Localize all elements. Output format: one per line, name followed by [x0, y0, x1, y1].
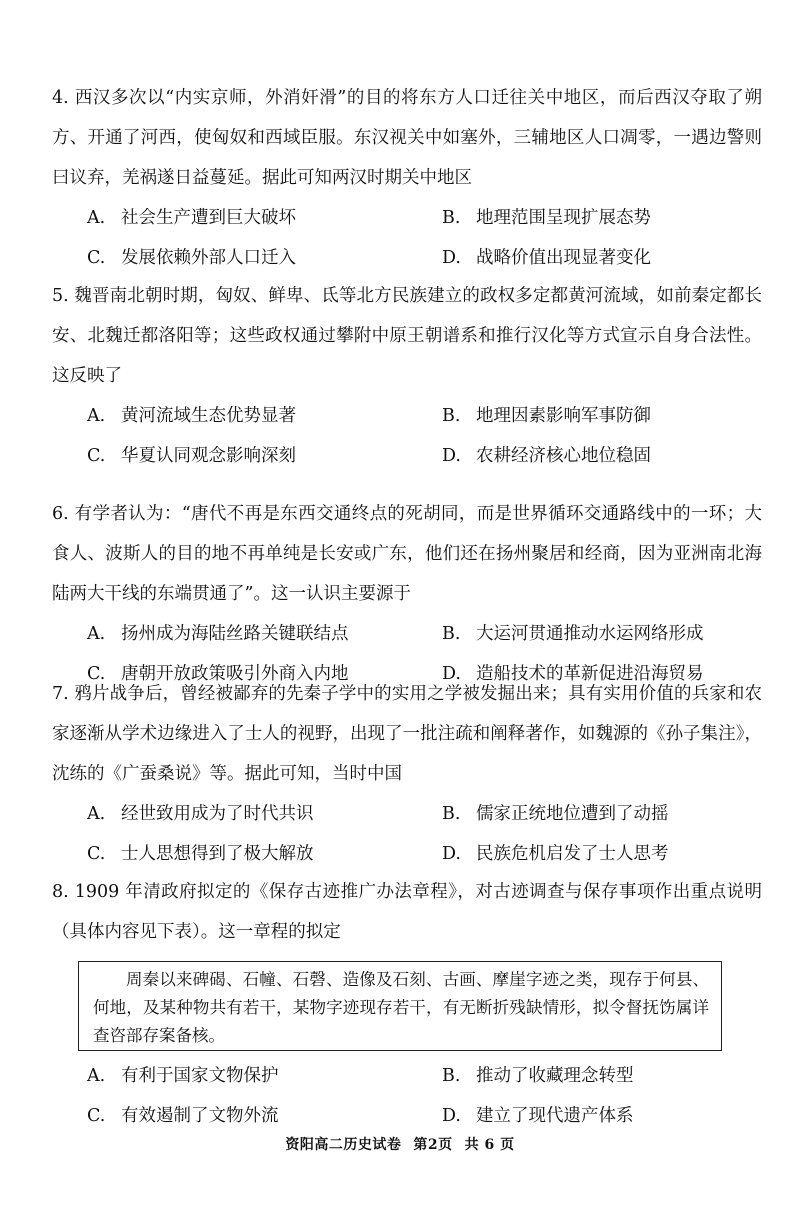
option-d[interactable]: D. 民族危机启发了士人思考: [442, 844, 669, 864]
stem-text: 有学者认为：“唐代不再是东西交通终点的死胡同，而是世界循环交通路线中的一环；大食人、波斯人的目的地不再单纯是长安或广东，他们还在扬州聚居和经商，因为亚洲南北海陆两大干线的东端贯通了”。这一认识主要源于: [52, 504, 762, 604]
stem-text: 鸦片战争后，曾经被鄙弃的先秦子学中的实用之学被发掘出来；具有实用价值的兵家和农家逐渐从学术边缘进入了士人的视野，出现了一批注疏和阐释著作，如魏源的《孙子集注》，沈练的《广蚕桑说》等。据此可知，当时中国: [52, 684, 762, 784]
question-8-options: [52, 1056, 762, 1136]
question-6: [52, 494, 762, 694]
question-stem: 5. 魏晋南北朝时期，匈奴、鲜卑、氐等北方民族建立的政权多定都黄河流域，如前秦定都长安、北魏迁都洛阳等；这些政权通过攀附中原王朝谱系和推行汉化等方式宣示自身合法性。这反映了: [52, 286, 762, 386]
option-a[interactable]: A. 扬州成为海陆丝路关键联结点: [87, 624, 349, 644]
question-stem: 6. 有学者认为：“唐代不再是东西交通终点的死胡同，而是世界循环交通路线中的一环；大食人、波斯人的目的地不再单纯是长安或广东，他们还在扬州聚居和经商，因为亚洲南北海陆两大干线的东端贯通了”。这一认识主要源于: [52, 504, 762, 604]
option-b[interactable]: B. 地理因素影响军事防御: [442, 406, 651, 426]
exam-title: 资阳高二历史试卷: [285, 1137, 402, 1153]
option-c[interactable]: C. 华夏认同观念影响深刻: [87, 446, 296, 466]
question-stem: 8. 1909 年清政府拟定的《保存古迹推广办法章程》，对古迹调查与保存事项作出重点说明（具体内容见下表）。这一章程的拟定: [52, 882, 762, 942]
option-b[interactable]: B. 地理范围呈现扩展态势: [442, 208, 651, 228]
source-quote: 周秦以来碑碣、石幢、石磬、造像及石刻、古画、摩崖字迹之类，现存于何县、何地，及某种物共有若干，某物字迹现存若干，有无断折残缺情形，拟令督抚饬属详查咨部存案备核。: [93, 970, 709, 1045]
question-5: [52, 276, 762, 476]
option-d[interactable]: D. 造船技术的革新促进沿海贸易: [442, 664, 704, 684]
option-a[interactable]: A. 有利于国家文物保护: [87, 1066, 279, 1086]
question-stem: 7. 鸦片战争后，曾经被鄙弃的先秦子学中的实用之学被发掘出来；具有实用价值的兵家和农家逐渐从学术边缘进入了士人的视野，出现了一批注疏和阐释著作，如魏源的《孙子集注》，沈练的《广蚕桑说》等。据此可知，当时中国: [52, 684, 762, 784]
question-7: [52, 674, 762, 874]
option-c[interactable]: C. 有效遏制了文物外流: [87, 1106, 279, 1126]
option-d[interactable]: D. 战略价值出现显著变化: [442, 248, 651, 268]
page-footer: [0, 1134, 800, 1154]
page-number: 第2页: [413, 1137, 453, 1153]
stem-text: 西汉多次以“内实京师，外消奸滑”的目的将东方人口迁往关中地区，而后西汉夺取了朔方、开通了河西，使匈奴和西域臣服。东汉视关中如塞外，三辅地区人口凋零，一遇边警则曰议弃，羌祸遂日益蔓延。据此可知两汉时期关中地区: [52, 88, 762, 188]
options: [52, 1056, 762, 1136]
option-d[interactable]: D. 农耕经济核心地位稳固: [442, 446, 651, 466]
option-c[interactable]: C. 唐朝开放政策吸引外商入内地: [87, 664, 349, 684]
options: [52, 396, 762, 476]
option-d[interactable]: D. 建立了现代遗产体系: [442, 1106, 634, 1126]
question-8: [52, 872, 762, 952]
question-stem: 4. 西汉多次以“内实京师，外消奸滑”的目的将东方人口迁往关中地区，而后西汉夺取了朔方、开通了河西，使匈奴和西域臣服。东汉视关中如塞外，三辅地区人口凋零，一遇边警则曰议弃，羌祸遂日益蔓延。据此可知两汉时期关中地区: [52, 88, 762, 188]
stem-text: 1909 年清政府拟定的《保存古迹推广办法章程》，对古迹调查与保存事项作出重点说明（具体内容见下表）。这一章程的拟定: [52, 882, 762, 942]
option-a[interactable]: A. 经世致用成为了时代共识: [87, 804, 314, 824]
option-a[interactable]: A. 黄河流域生态优势显著: [87, 406, 296, 426]
page-total: 共 6 页: [464, 1137, 515, 1153]
source-table: [78, 961, 722, 1051]
options: [52, 198, 762, 278]
question-4: [52, 78, 762, 278]
options: [52, 794, 762, 874]
option-c[interactable]: C. 士人思想得到了极大解放: [87, 844, 314, 864]
option-c[interactable]: C. 发展依赖外部人口迁入: [87, 248, 296, 268]
stem-text: 魏晋南北朝时期，匈奴、鲜卑、氐等北方民族建立的政权多定都黄河流域，如前秦定都长安、北魏迁都洛阳等；这些政权通过攀附中原王朝谱系和推行汉化等方式宣示自身合法性。这反映了: [52, 286, 762, 386]
option-b[interactable]: B. 儒家正统地位遭到了动摇: [442, 804, 669, 824]
option-a[interactable]: A. 社会生产遭到巨大破坏: [87, 208, 296, 228]
option-b[interactable]: B. 大运河贯通推动水运网络形成: [442, 624, 704, 644]
option-b[interactable]: B. 推动了收藏理念转型: [442, 1066, 634, 1086]
